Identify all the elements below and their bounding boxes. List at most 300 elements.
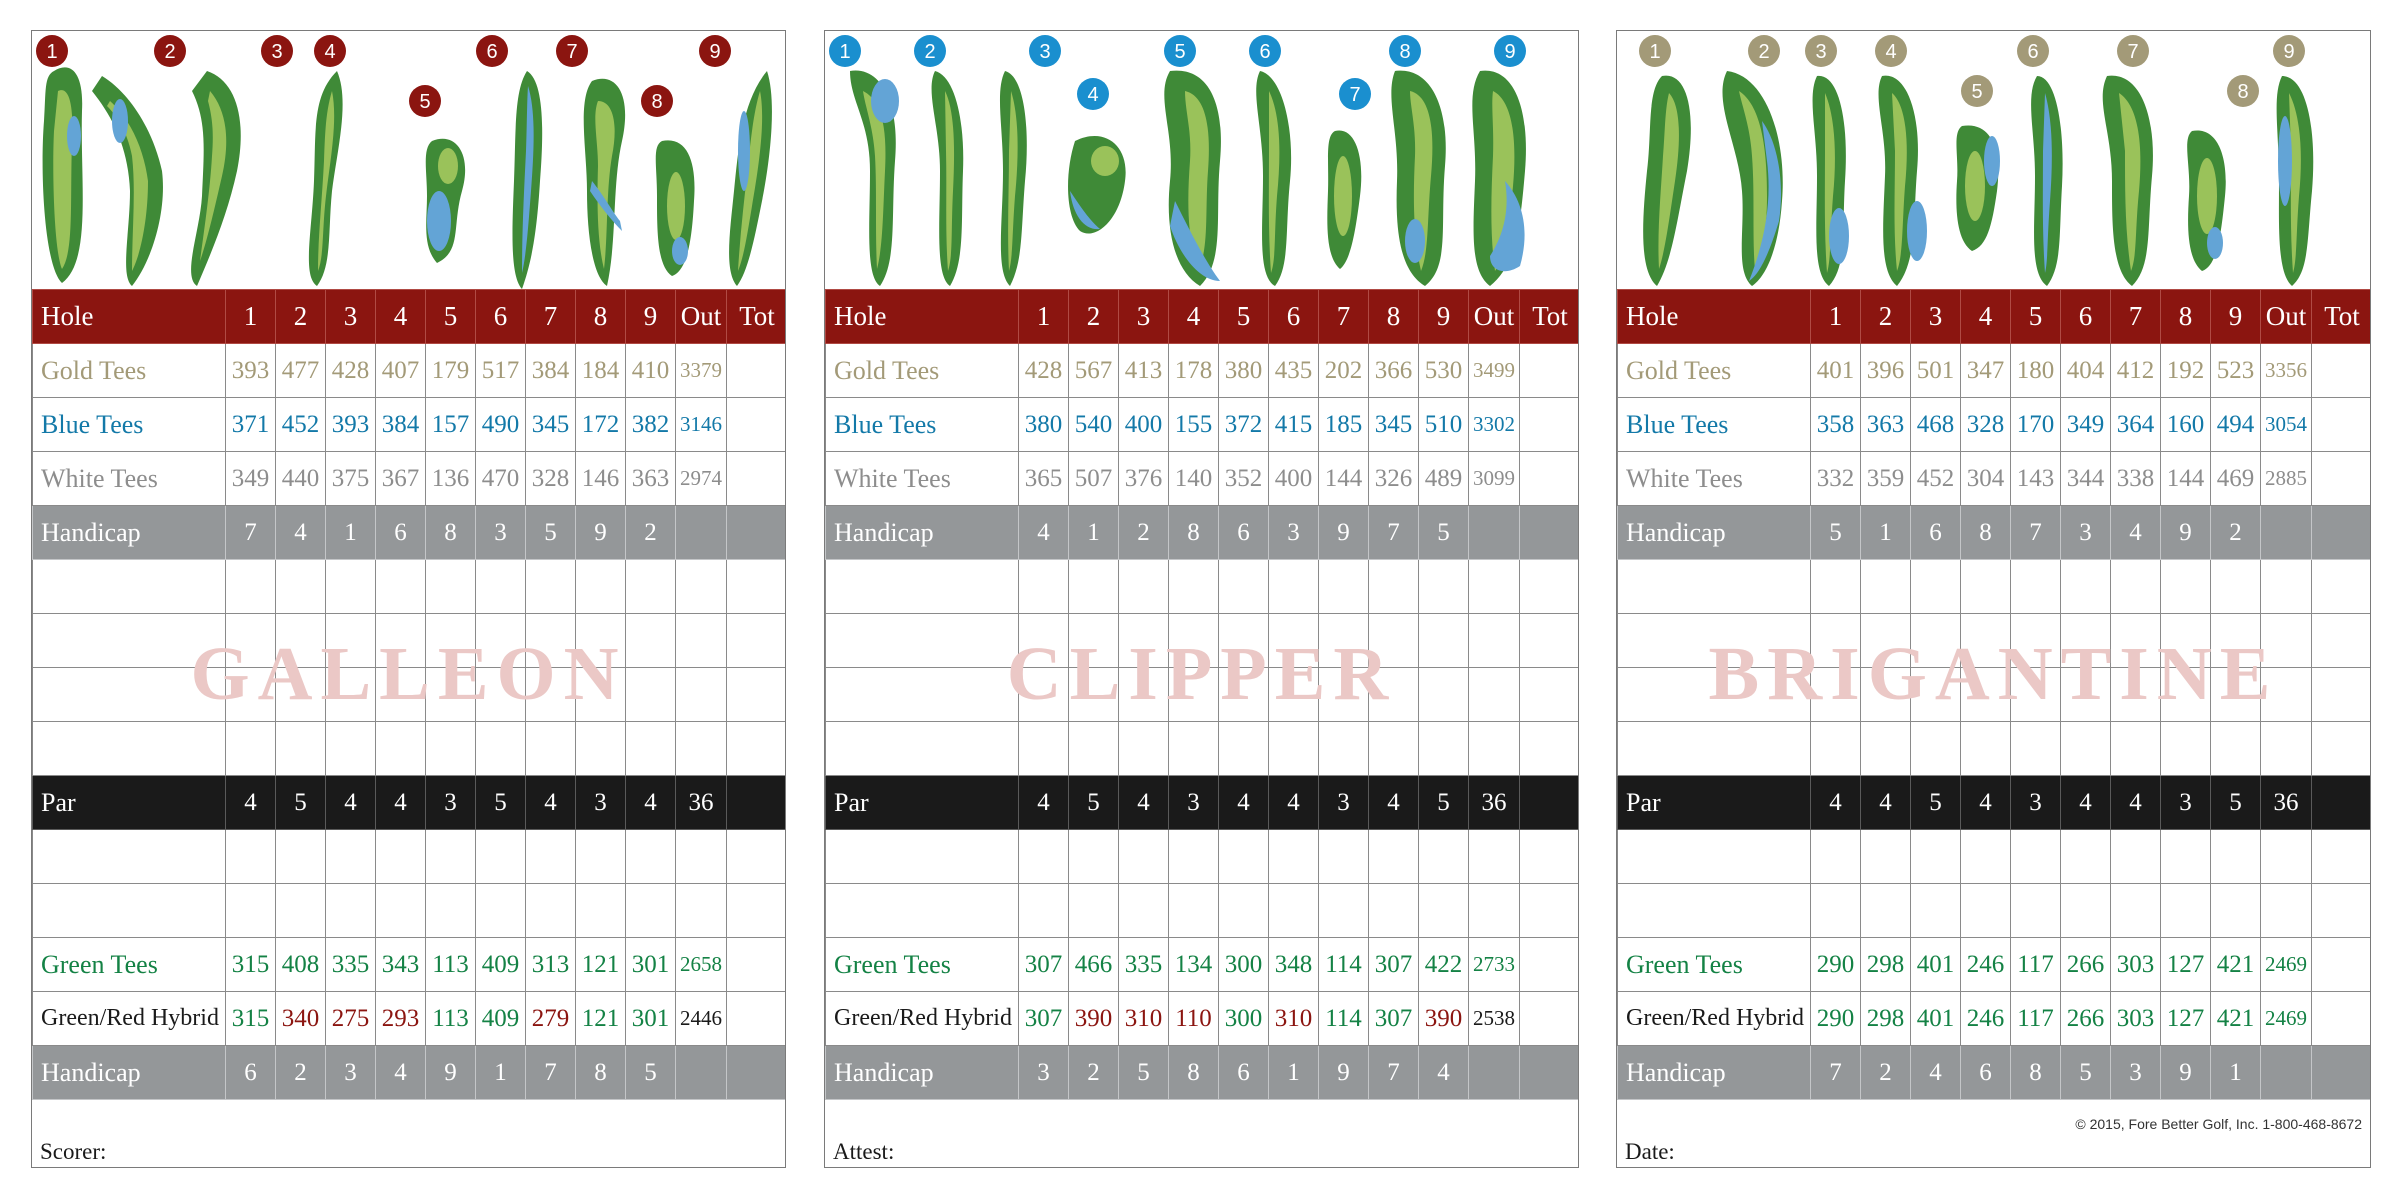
handicap-value: 4 <box>1419 1046 1469 1100</box>
yardage: 179 <box>426 344 476 398</box>
par-value: 4 <box>1119 776 1169 830</box>
yardage: 343 <box>376 938 426 992</box>
out-total: 3302 <box>1469 398 1520 452</box>
attest-label: Attest: <box>833 1139 895 1164</box>
course-name-watermark: CLIPPER <box>1006 632 1397 716</box>
scorecard-brigantine <box>1616 30 2371 1168</box>
par-value: 3 <box>576 776 626 830</box>
tot-cell <box>727 398 787 452</box>
player-row[interactable] <box>826 722 1580 776</box>
blue-tees-label: Blue Tees <box>1618 398 1811 452</box>
handicap-value: 7 <box>526 1046 576 1100</box>
handicap-value: 3 <box>2061 506 2111 560</box>
handicap-value: 8 <box>426 506 476 560</box>
badge-5: 5 <box>419 91 431 113</box>
handicap-label: Handicap <box>826 1046 1019 1100</box>
hole-num: 4 <box>1961 290 2011 344</box>
yardage: 246 <box>1961 992 2011 1046</box>
player-row[interactable] <box>33 668 787 722</box>
handicap-value: 5 <box>626 1046 676 1100</box>
handicap-value: 1 <box>1069 506 1119 560</box>
yardage: 477 <box>276 344 326 398</box>
yardage: 489 <box>1419 452 1469 506</box>
yardage: 421 <box>2211 938 2261 992</box>
yardage: 246 <box>1961 938 2011 992</box>
yardage: 523 <box>2211 344 2261 398</box>
yardage: 313 <box>526 938 576 992</box>
out-total: 3054 <box>2261 398 2312 452</box>
yardage: 384 <box>526 344 576 398</box>
par-out: 36 <box>1469 776 1520 830</box>
tot-cell <box>727 344 787 398</box>
copyright-notice: © 2015, Fore Better Golf, Inc. 1-800-468-8672 <box>2075 1116 2362 1132</box>
yardage: 279 <box>526 992 576 1046</box>
hole-num: 6 <box>2061 290 2111 344</box>
yardage: 435 <box>1269 344 1319 398</box>
handicap-value: 1 <box>476 1046 526 1100</box>
score-table <box>32 289 786 1100</box>
yardage: 345 <box>526 398 576 452</box>
badge-8: 8 <box>1399 41 1411 63</box>
hole-num: 6 <box>1269 290 1319 344</box>
yardage: 144 <box>2161 452 2211 506</box>
scorecard-clipper <box>824 30 1579 1168</box>
yardage: 380 <box>1219 344 1269 398</box>
yardage: 301 <box>626 992 676 1046</box>
badge-8: 8 <box>2237 81 2249 103</box>
player-row[interactable] <box>826 560 1580 614</box>
handicap-label: Handicap <box>33 1046 226 1100</box>
out-total: 3499 <box>1469 344 1520 398</box>
yardage: 408 <box>276 938 326 992</box>
course-name-watermark: GALLEON <box>190 632 627 716</box>
par-value: 3 <box>1319 776 1369 830</box>
out-total: 3379 <box>676 344 727 398</box>
yardage: 293 <box>376 992 426 1046</box>
yardage: 266 <box>2061 938 2111 992</box>
yardage: 140 <box>1169 452 1219 506</box>
yardage: 117 <box>2011 938 2061 992</box>
white-tees-row <box>826 452 1580 506</box>
par-value: 5 <box>2211 776 2261 830</box>
yardage: 114 <box>1319 992 1369 1046</box>
handicap-value: 6 <box>1911 506 1961 560</box>
hole-num: 9 <box>2211 290 2261 344</box>
out-total: 2658 <box>676 938 727 992</box>
handicap-value: 4 <box>1019 506 1069 560</box>
badge-2: 2 <box>924 41 936 63</box>
handicap-value: 9 <box>426 1046 476 1100</box>
yardage: 347 <box>1961 344 2011 398</box>
white-tees-row <box>33 452 787 506</box>
hybrid-label: Green/Red Hybrid <box>1618 992 1811 1046</box>
par-value: 4 <box>376 776 426 830</box>
white-tees-label: White Tees <box>826 452 1019 506</box>
yardage: 415 <box>1269 398 1319 452</box>
par-label: Par <box>33 776 226 830</box>
badge-4: 4 <box>1885 41 1897 63</box>
yardage: 134 <box>1169 938 1219 992</box>
yardage: 390 <box>1419 992 1469 1046</box>
yardage: 468 <box>1911 398 1961 452</box>
yardage: 340 <box>276 992 326 1046</box>
yardage: 363 <box>1861 398 1911 452</box>
hole-label: Hole <box>33 290 226 344</box>
yardage: 507 <box>1069 452 1119 506</box>
tot-header: Tot <box>2312 290 2372 344</box>
green-tees-label: Green Tees <box>33 938 226 992</box>
yardage: 185 <box>1319 398 1369 452</box>
player-row[interactable] <box>826 830 1580 884</box>
yardage: 345 <box>1369 398 1419 452</box>
hole-row <box>33 290 787 344</box>
badge-6: 6 <box>1259 41 1271 63</box>
yardage: 400 <box>1269 452 1319 506</box>
handicap-value: 4 <box>276 506 326 560</box>
yardage: 540 <box>1069 398 1119 452</box>
scorer-label: Scorer: <box>40 1139 107 1164</box>
par-row <box>1618 776 2372 830</box>
yardage: 407 <box>376 344 426 398</box>
out-total: 2538 <box>1469 992 1520 1046</box>
handicap-value: 1 <box>326 506 376 560</box>
yardage: 307 <box>1019 938 1069 992</box>
par-value: 4 <box>1861 776 1911 830</box>
handicap-row <box>33 506 787 560</box>
handicap-value: 5 <box>1811 506 1861 560</box>
yardage: 328 <box>526 452 576 506</box>
player-row[interactable] <box>1618 884 2372 938</box>
handicap-value: 9 <box>2161 1046 2211 1100</box>
yardage: 466 <box>1069 938 1119 992</box>
yardage: 303 <box>2111 938 2161 992</box>
yardage: 366 <box>1369 344 1419 398</box>
badge-3: 3 <box>271 41 283 63</box>
yardage: 428 <box>326 344 376 398</box>
yardage: 157 <box>426 398 476 452</box>
yardage: 358 <box>1811 398 1861 452</box>
yardage: 344 <box>2061 452 2111 506</box>
hole-layouts-image <box>32 31 785 289</box>
par-value: 3 <box>1169 776 1219 830</box>
gold-tees-label: Gold Tees <box>1618 344 1811 398</box>
player-row[interactable] <box>33 560 787 614</box>
par-value: 4 <box>2111 776 2161 830</box>
hole-num: 8 <box>576 290 626 344</box>
badge-1: 1 <box>1649 41 1661 63</box>
tot-header: Tot <box>1520 290 1580 344</box>
handicap-value: 3 <box>1019 1046 1069 1100</box>
yardage: 290 <box>1811 992 1861 1046</box>
yardage: 404 <box>2061 344 2111 398</box>
hybrid-label: Green/Red Hybrid <box>826 992 1019 1046</box>
par-value: 4 <box>1269 776 1319 830</box>
handicap-value: 5 <box>526 506 576 560</box>
tot-cell <box>1520 398 1580 452</box>
yardage: 367 <box>376 452 426 506</box>
yardage: 160 <box>2161 398 2211 452</box>
course-name-watermark: BRIGANTINE <box>1708 632 2279 716</box>
yardage: 409 <box>476 992 526 1046</box>
par-row <box>826 776 1580 830</box>
player-row[interactable] <box>1618 830 2372 884</box>
hole-num: 8 <box>2161 290 2211 344</box>
yardage: 127 <box>2161 938 2211 992</box>
yardage: 136 <box>426 452 476 506</box>
badge-3: 3 <box>1039 41 1051 63</box>
handicap-value: 1 <box>1269 1046 1319 1100</box>
out-total: 2446 <box>676 992 727 1046</box>
badge-4: 4 <box>1087 84 1099 106</box>
tot-cell <box>2312 452 2372 506</box>
yardage: 113 <box>426 992 476 1046</box>
yardage: 469 <box>2211 452 2261 506</box>
handicap-value: 2 <box>626 506 676 560</box>
yardage: 371 <box>226 398 276 452</box>
badge-7: 7 <box>2127 41 2139 63</box>
yardage: 184 <box>576 344 626 398</box>
yardage: 401 <box>1811 344 1861 398</box>
blue-tees-row <box>1618 398 2372 452</box>
player-row[interactable] <box>33 614 787 668</box>
badge-6: 6 <box>486 41 498 63</box>
blue-tees-label: Blue Tees <box>826 398 1019 452</box>
hole-label: Hole <box>826 290 1019 344</box>
white-tees-label: White Tees <box>1618 452 1811 506</box>
yardage: 393 <box>226 344 276 398</box>
hole-num: 4 <box>1169 290 1219 344</box>
badge-5: 5 <box>1971 81 1983 103</box>
yardage: 421 <box>2211 992 2261 1046</box>
player-row[interactable] <box>1618 668 2372 722</box>
handicap-value: 3 <box>1269 506 1319 560</box>
player-row[interactable] <box>1618 560 2372 614</box>
out-header: Out <box>676 290 727 344</box>
yardage: 155 <box>1169 398 1219 452</box>
hole-row <box>1618 290 2372 344</box>
par-value: 3 <box>2011 776 2061 830</box>
handicap-value: 4 <box>376 1046 426 1100</box>
handicap-label: Handicap <box>1618 506 1811 560</box>
date-label: Date: <box>1625 1139 1675 1164</box>
yardage: 530 <box>1419 344 1469 398</box>
handicap-value: 3 <box>326 1046 376 1100</box>
hole-2-map <box>92 76 163 286</box>
par-value: 4 <box>1811 776 1861 830</box>
white-tees-label: White Tees <box>33 452 226 506</box>
tot-header: Tot <box>727 290 787 344</box>
badge-3: 3 <box>1815 41 1827 63</box>
player-row[interactable] <box>826 614 1580 668</box>
hole-num: 1 <box>1811 290 1861 344</box>
player-row[interactable] <box>1618 614 2372 668</box>
yardage: 517 <box>476 344 526 398</box>
yardage: 110 <box>1169 992 1219 1046</box>
hole-layouts-svg <box>825 31 1579 289</box>
hole-num: 3 <box>1911 290 1961 344</box>
yardage: 422 <box>1419 938 1469 992</box>
yardage: 376 <box>1119 452 1169 506</box>
yardage: 310 <box>1119 992 1169 1046</box>
yardage: 114 <box>1319 938 1369 992</box>
handicap-label: Handicap <box>33 506 226 560</box>
hole-row <box>826 290 1580 344</box>
yardage: 335 <box>1119 938 1169 992</box>
yardage: 359 <box>1861 452 1911 506</box>
yardage: 375 <box>326 452 376 506</box>
player-row[interactable] <box>1618 722 2372 776</box>
badge-2: 2 <box>1758 41 1770 63</box>
score-table <box>1617 289 2371 1100</box>
handicap-value: 2 <box>1861 1046 1911 1100</box>
yardage: 290 <box>1811 938 1861 992</box>
player-row[interactable] <box>33 722 787 776</box>
yardage: 390 <box>1069 992 1119 1046</box>
blue-tees-label: Blue Tees <box>33 398 226 452</box>
gold-tees-label: Gold Tees <box>33 344 226 398</box>
tot-cell <box>1520 452 1580 506</box>
out-total: 2469 <box>2261 992 2312 1046</box>
hole-layouts-svg <box>1617 31 2371 289</box>
green-tees-row <box>826 938 1580 992</box>
out-total: 2974 <box>676 452 727 506</box>
yardage: 326 <box>1369 452 1419 506</box>
handicap-row <box>1618 506 2372 560</box>
handicap-value: 8 <box>1169 1046 1219 1100</box>
handicap-value: 1 <box>2211 1046 2261 1100</box>
handicap-value: 3 <box>2111 1046 2161 1100</box>
hole-label: Hole <box>1618 290 1811 344</box>
handicap-value: 8 <box>1169 506 1219 560</box>
handicap-value: 2 <box>1069 1046 1119 1100</box>
yardage: 440 <box>276 452 326 506</box>
scorecard-galleon <box>31 30 786 1168</box>
yardage: 170 <box>2011 398 2061 452</box>
yardage: 363 <box>626 452 676 506</box>
yardage: 144 <box>1319 452 1369 506</box>
green-tees-label: Green Tees <box>1618 938 1811 992</box>
handicap-value: 7 <box>226 506 276 560</box>
tot-cell <box>2312 398 2372 452</box>
yardage: 298 <box>1861 938 1911 992</box>
yardage: 510 <box>1419 398 1469 452</box>
handicap-value: 2 <box>1119 506 1169 560</box>
handicap-row <box>33 1046 787 1100</box>
gold-tees-row <box>1618 344 2372 398</box>
handicap-value: 8 <box>576 1046 626 1100</box>
yardage: 382 <box>626 398 676 452</box>
hybrid-row <box>33 992 787 1046</box>
par-value: 5 <box>1069 776 1119 830</box>
player-row[interactable] <box>826 668 1580 722</box>
yardage: 307 <box>1019 992 1069 1046</box>
yardage: 452 <box>276 398 326 452</box>
handicap-value: 7 <box>2011 506 2061 560</box>
par-out: 36 <box>2261 776 2312 830</box>
par-value: 4 <box>1369 776 1419 830</box>
yardage: 567 <box>1069 344 1119 398</box>
par-value: 3 <box>2161 776 2211 830</box>
out-total: 3099 <box>1469 452 1520 506</box>
badge-9: 9 <box>709 41 721 63</box>
player-row[interactable] <box>33 884 787 938</box>
yardage: 393 <box>326 398 376 452</box>
hole-num: 5 <box>426 290 476 344</box>
yardage: 364 <box>2111 398 2161 452</box>
hole-num: 1 <box>226 290 276 344</box>
yardage: 307 <box>1369 992 1419 1046</box>
par-label: Par <box>1618 776 1811 830</box>
handicap-label: Handicap <box>826 506 1019 560</box>
handicap-value: 6 <box>1219 506 1269 560</box>
hole-num: 6 <box>476 290 526 344</box>
gold-tees-label: Gold Tees <box>826 344 1019 398</box>
hole-num: 3 <box>1119 290 1169 344</box>
yardage: 303 <box>2111 992 2161 1046</box>
yardage: 490 <box>476 398 526 452</box>
yardage: 413 <box>1119 344 1169 398</box>
yardage: 127 <box>2161 992 2211 1046</box>
yardage: 143 <box>2011 452 2061 506</box>
handicap-value: 8 <box>2011 1046 2061 1100</box>
handicap-value: 7 <box>1369 1046 1419 1100</box>
par-value: 4 <box>626 776 676 830</box>
par-value: 4 <box>1219 776 1269 830</box>
out-total: 2469 <box>2261 938 2312 992</box>
handicap-value: 8 <box>1961 506 2011 560</box>
yardage: 349 <box>2061 398 2111 452</box>
yardage: 315 <box>226 992 276 1046</box>
yardage: 192 <box>2161 344 2211 398</box>
yardage: 301 <box>626 938 676 992</box>
hole-num: 9 <box>1419 290 1469 344</box>
gold-tees-row <box>826 344 1580 398</box>
handicap-value: 6 <box>226 1046 276 1100</box>
par-label: Par <box>826 776 1019 830</box>
green-tees-row <box>33 938 787 992</box>
blue-tees-row <box>33 398 787 452</box>
yardage: 146 <box>576 452 626 506</box>
yardage: 428 <box>1019 344 1069 398</box>
player-row[interactable] <box>33 830 787 884</box>
yardage: 349 <box>226 452 276 506</box>
handicap-value: 7 <box>1811 1046 1861 1100</box>
out-total: 2733 <box>1469 938 1520 992</box>
yardage: 401 <box>1911 938 1961 992</box>
badge-7: 7 <box>1349 84 1361 106</box>
tot-cell <box>1520 344 1580 398</box>
handicap-value: 1 <box>1861 506 1911 560</box>
yardage: 121 <box>576 938 626 992</box>
out-header: Out <box>1469 290 1520 344</box>
badge-2: 2 <box>164 41 176 63</box>
hole-num: 5 <box>1219 290 1269 344</box>
handicap-value: 9 <box>576 506 626 560</box>
par-value: 4 <box>226 776 276 830</box>
par-row <box>33 776 787 830</box>
badge-9: 9 <box>2283 41 2295 63</box>
yardage: 410 <box>626 344 676 398</box>
yardage: 335 <box>326 938 376 992</box>
player-row[interactable] <box>826 884 1580 938</box>
hole-num: 7 <box>526 290 576 344</box>
badge-6: 6 <box>2027 41 2039 63</box>
out-total: 3146 <box>676 398 727 452</box>
handicap-value: 7 <box>1369 506 1419 560</box>
handicap-row <box>1618 1046 2372 1100</box>
out-total: 2885 <box>2261 452 2312 506</box>
yardage: 400 <box>1119 398 1169 452</box>
